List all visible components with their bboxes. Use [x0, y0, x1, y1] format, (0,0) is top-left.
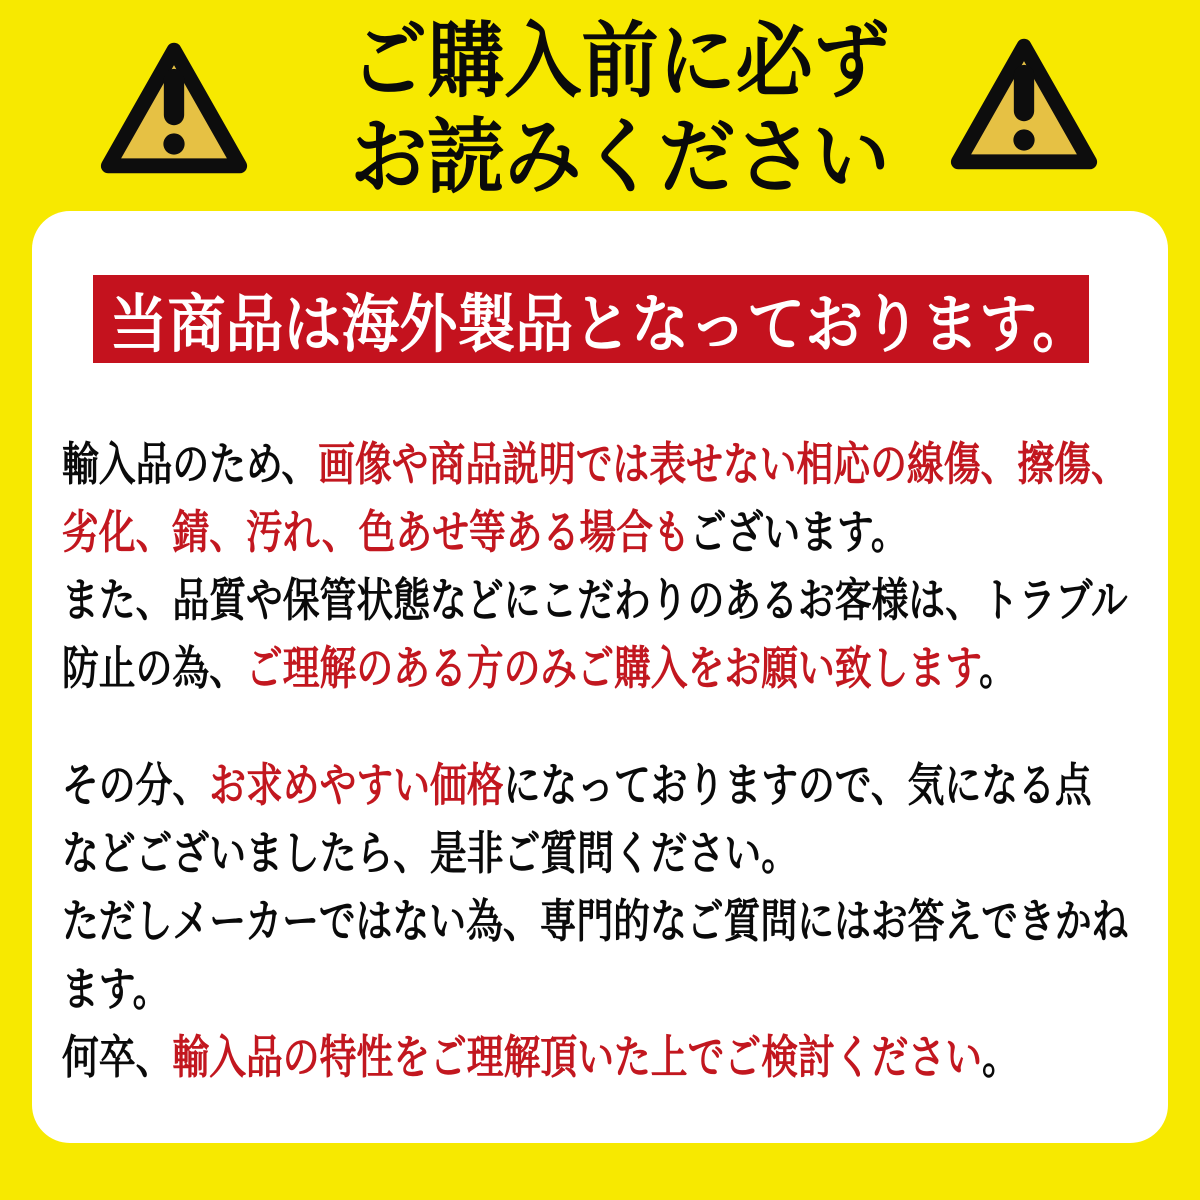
plain-text: 。 — [982, 1031, 1019, 1083]
emphasis-text: お求めやすい価格 — [209, 759, 504, 811]
body-line — [62, 751, 1092, 819]
emphasis-text: 画像や商品説明では表せない相応の線傷、擦傷、 — [318, 438, 1128, 490]
body-line — [62, 634, 1016, 702]
plain-text: などございましたら、是非ご質問ください。 — [62, 827, 798, 879]
body-line — [62, 887, 1129, 955]
plain-text: その分、 — [62, 759, 210, 811]
body-line — [62, 819, 947, 887]
plain-text: 輸入品のため、 — [62, 438, 319, 490]
body-line — [62, 498, 947, 566]
body-paragraph — [62, 751, 1168, 1091]
notice-banner-text: 当商品は海外製品となっております。 — [109, 289, 1091, 360]
warning-triangle-icon — [938, 20, 1110, 188]
notice-banner — [93, 275, 1089, 363]
body-line — [62, 955, 947, 1023]
page-title-line2: お読みください — [350, 112, 890, 203]
page-title — [300, 14, 940, 206]
plain-text: ただしメーカーではない為、専門的なご質問にはお答えできかね — [62, 895, 1129, 947]
warning-triangle-icon — [88, 24, 260, 192]
body-text — [62, 430, 1168, 1091]
plain-text: また、品質や保管状態などにこだわりのあるお客様は、トラブル — [62, 574, 1128, 626]
body-line — [62, 430, 1128, 498]
body-line — [62, 566, 1128, 634]
page-title-line1: ご購入前に必ず — [350, 16, 890, 107]
body-paragraph — [62, 430, 1168, 702]
plain-text: ございます。 — [689, 506, 908, 558]
emphasis-text: 劣化、錆、汚れ、色あせ等ある場合も — [62, 506, 690, 558]
plain-text: になっておりますので、気になる点 — [503, 759, 1092, 811]
emphasis-text: 輸入品の特性をご理解頂いた上でご検討ください — [172, 1031, 982, 1083]
plain-text: ます。 — [62, 963, 170, 1015]
emphasis-text: ご理解のある方のみご購入をお願い致します — [246, 642, 980, 694]
plain-text: 。 — [979, 642, 1016, 694]
plain-text: 何卒、 — [62, 1031, 173, 1083]
plain-text: 防止の為、 — [62, 642, 246, 694]
body-line — [62, 1023, 1019, 1091]
